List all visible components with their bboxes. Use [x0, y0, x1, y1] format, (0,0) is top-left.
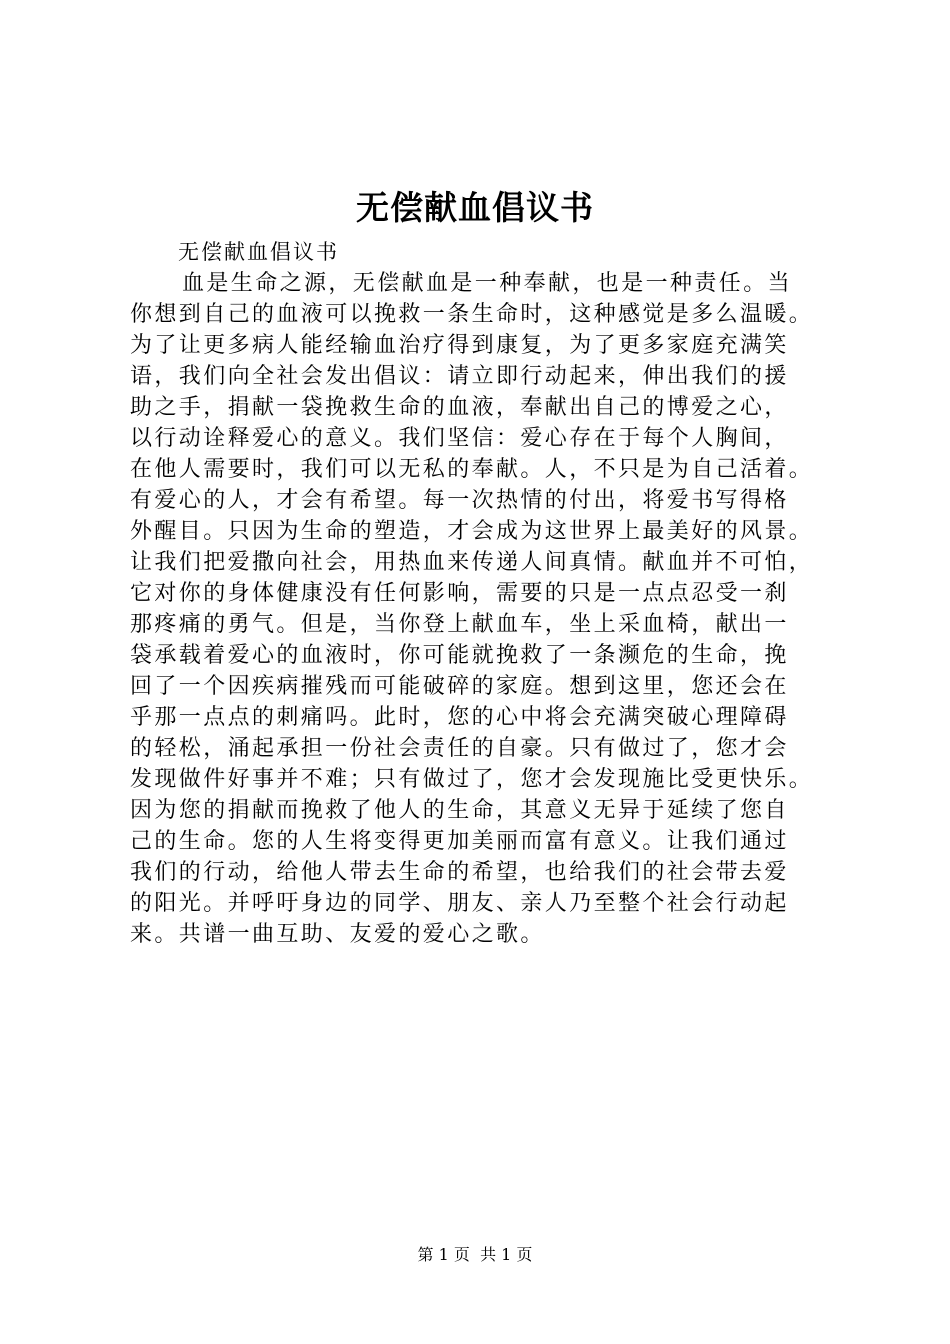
- body-line: 你想到自己的血液可以挽救一条生命时，这种感觉是多么温暖。: [130, 302, 814, 327]
- body-line: 在他人需要时，我们可以无私的奉献。人，不只是为自己活着。: [130, 457, 814, 482]
- body-line: 外醒目。只因为生命的塑造，才会成为这世界上最美好的风景。: [130, 519, 814, 544]
- body-line: 因为您的捐献而挽救了他人的生命，其意义无异于延续了您自: [130, 798, 789, 823]
- body-line: 血是生命之源，无偿献血是一种奉献，也是一种责任。当: [182, 271, 793, 296]
- body-line: 回了一个因疾病摧残而可能破碎的家庭。想到这里，您还会在: [130, 674, 789, 699]
- body-line: 有爱心的人，才会有希望。每一次热情的付出，将爱书写得格: [130, 488, 789, 513]
- document-title: 无偿献血倡议书: [356, 188, 594, 227]
- body-line: 它对你的身体健康没有任何影响，需要的只是一点点忍受一刹: [130, 581, 789, 606]
- body-line: 那疼痛的勇气。但是，当你登上献血车，坐上采血椅，献出一: [130, 612, 789, 637]
- document-subtitle: 无偿献血倡议书: [178, 240, 339, 264]
- body-line: 的阳光。并呼吁身边的同学、朋友、亲人乃至整个社会行动起: [130, 891, 789, 916]
- body-line: 我们的行动，给他人带去生命的希望，也给我们的社会带去爱: [130, 860, 789, 885]
- page-number-footer: 第 1 页 共 1 页: [417, 1245, 533, 1264]
- body-line: 己的生命。您的人生将变得更加美丽而富有意义。让我们通过: [130, 829, 789, 854]
- body-line: 来。共谱一曲互助、友爱的爱心之歌。: [130, 922, 545, 947]
- body-line: 为了让更多病人能经输血治疗得到康复，为了更多家庭充满笑: [130, 333, 789, 358]
- body-line: 让我们把爱撒向社会，用热血来传递人间真情。献血并不可怕，: [130, 550, 814, 575]
- body-line: 袋承载着爱心的血液时，你可能就挽救了一条濒危的生命，挽: [130, 643, 789, 668]
- body-line: 助之手，捐献一袋挽救生命的血液，奉献出自己的博爱之心，: [130, 395, 789, 420]
- document-body: [130, 268, 840, 950]
- body-line: 以行动诠释爱心的意义。我们坚信：爱心存在于每个人胸间，: [130, 426, 789, 451]
- body-line: 乎那一点点的刺痛吗。此时，您的心中将会充满突破心理障碍: [130, 705, 789, 730]
- body-line: 语，我们向全社会发出倡议：请立即行动起来，伸出我们的援: [130, 364, 789, 389]
- body-line: 的轻松，涌起承担一份社会责任的自豪。只有做过了，您才会: [130, 736, 789, 761]
- body-line: 发现做件好事并不难；只有做过了，您才会发现施比受更快乐。: [130, 767, 814, 792]
